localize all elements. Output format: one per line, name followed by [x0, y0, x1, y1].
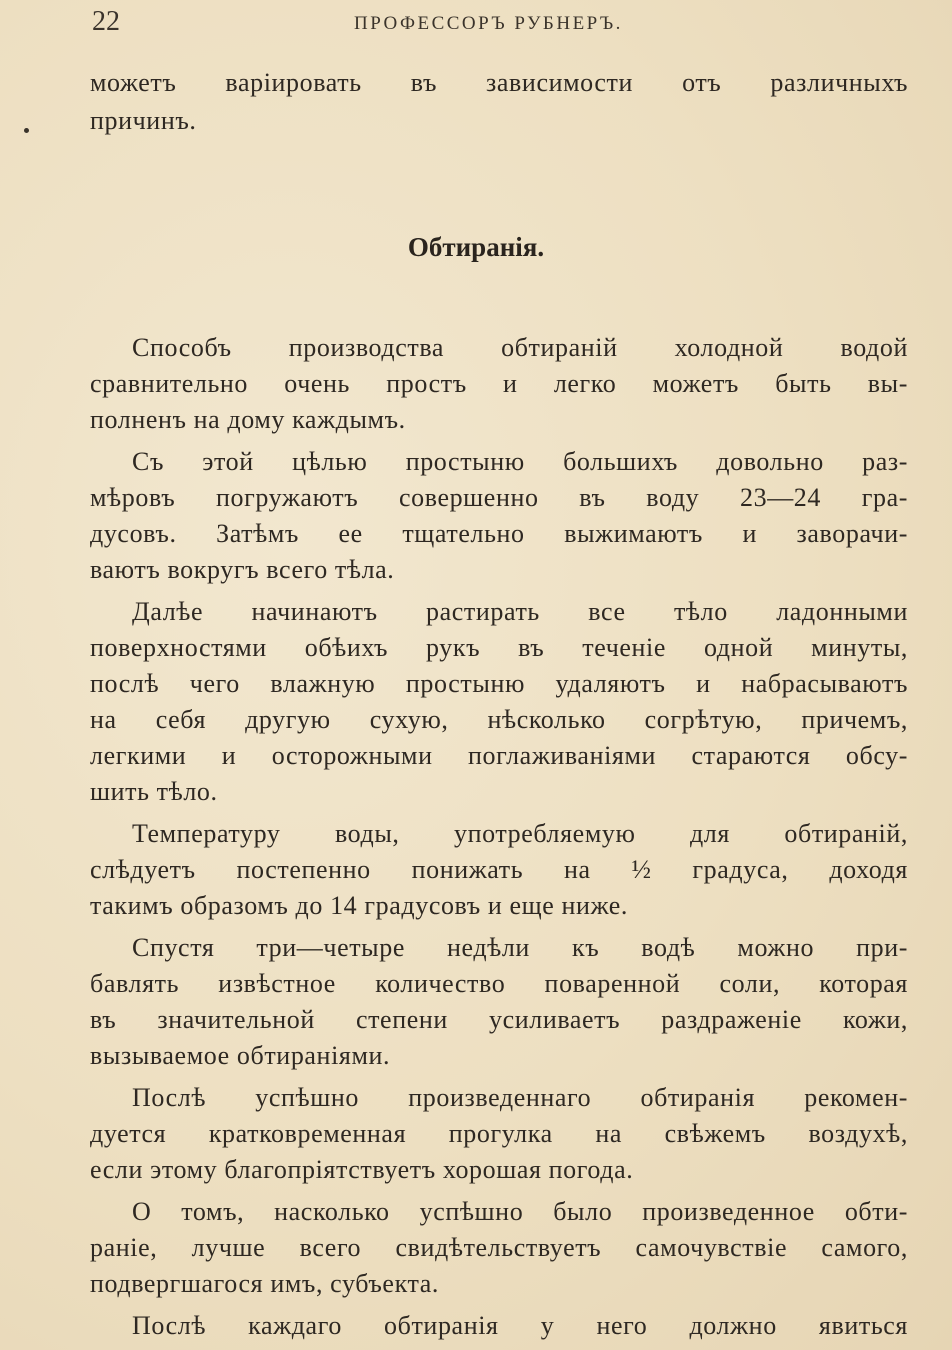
paragraph-line: шить тѣло.	[90, 777, 218, 806]
paragraph-line: Температуру воды, употребляемую для обтираній,	[132, 819, 908, 848]
paragraph-line: раніе, лучше всего свидѣтельствуетъ самочувствіе самого,	[90, 1233, 908, 1262]
paragraph-line: послѣ чего влажную простыню удаляютъ и набрасываютъ	[90, 669, 908, 698]
page-header	[92, 2, 912, 42]
paragraph-line: дусовъ. Затѣмъ ее тщательно выжимаютъ и заворачи-	[90, 519, 908, 548]
paragraph-line: Послѣ каждаго обтиранія у него должно явиться	[132, 1311, 908, 1340]
text-line: причинъ.	[90, 106, 197, 135]
text-line: можетъ варіировать въ зависимости отъ различныхъ	[90, 68, 908, 97]
paragraph-line: О томъ, насколько успѣшно было произведенное обти-	[132, 1197, 908, 1226]
page-number: 22	[92, 6, 120, 37]
section-title: Обтиранія.	[407, 232, 545, 262]
paragraph-line: Съ этой цѣлью простыню большихъ довольно раз-	[132, 447, 908, 476]
paragraph-line: если этому благопріятствуетъ хорошая погода.	[90, 1155, 634, 1184]
paragraph-line: сравнительно очень простъ и легко можетъ быть вы-	[90, 369, 908, 398]
paragraph-line: ваютъ вокругъ всего тѣла.	[90, 555, 395, 584]
paragraph-line: мѣровъ погружаютъ совершенно въ воду 23—24 гра-	[90, 483, 908, 512]
paragraph-line: такимъ образомъ до 14 градусовъ и еще ниже.	[90, 891, 629, 920]
paragraph-line: бавлять извѣстное количество поваренной соли, которая	[90, 969, 908, 998]
margin-speck	[24, 128, 29, 133]
paragraph-line: слѣдуетъ постепенно понижать на ½ градуса, доходя	[90, 855, 908, 884]
paragraph-line: Далѣе начинаютъ растирать все тѣло ладонными	[132, 597, 908, 626]
paragraph-line: легкими и осторожными поглаживаніями стараются обсу-	[90, 741, 908, 770]
paragraph-line: въ значительной степени усиливаетъ раздраженіе кожи,	[90, 1005, 908, 1034]
paragraph-line: поверхностями обѣихъ рукъ въ теченіе одной минуты,	[90, 633, 908, 662]
running-head: ПРОФЕССОРЪ РУБНЕРЪ.	[354, 13, 623, 34]
paragraph-line: дуется кратковременная прогулка на свѣжемъ воздухѣ,	[90, 1119, 908, 1148]
paragraph-line: вызываемое обтираніями.	[90, 1041, 391, 1070]
paragraph-line: Спустя три—четыре недѣли къ водѣ можно при-	[132, 933, 908, 962]
paragraph-line: Послѣ успѣшно произведеннаго обтиранія рекомен-	[132, 1083, 908, 1112]
paragraph-line: подвергшагося имъ, субъекта.	[90, 1269, 439, 1298]
paragraph-line: полненъ на дому каждымъ.	[90, 405, 406, 434]
paragraph-line: Способъ производства обтираній холодной водой	[132, 333, 908, 362]
paragraph-line: на себя другую сухую, нѣсколько согрѣтую, причемъ,	[90, 705, 908, 734]
